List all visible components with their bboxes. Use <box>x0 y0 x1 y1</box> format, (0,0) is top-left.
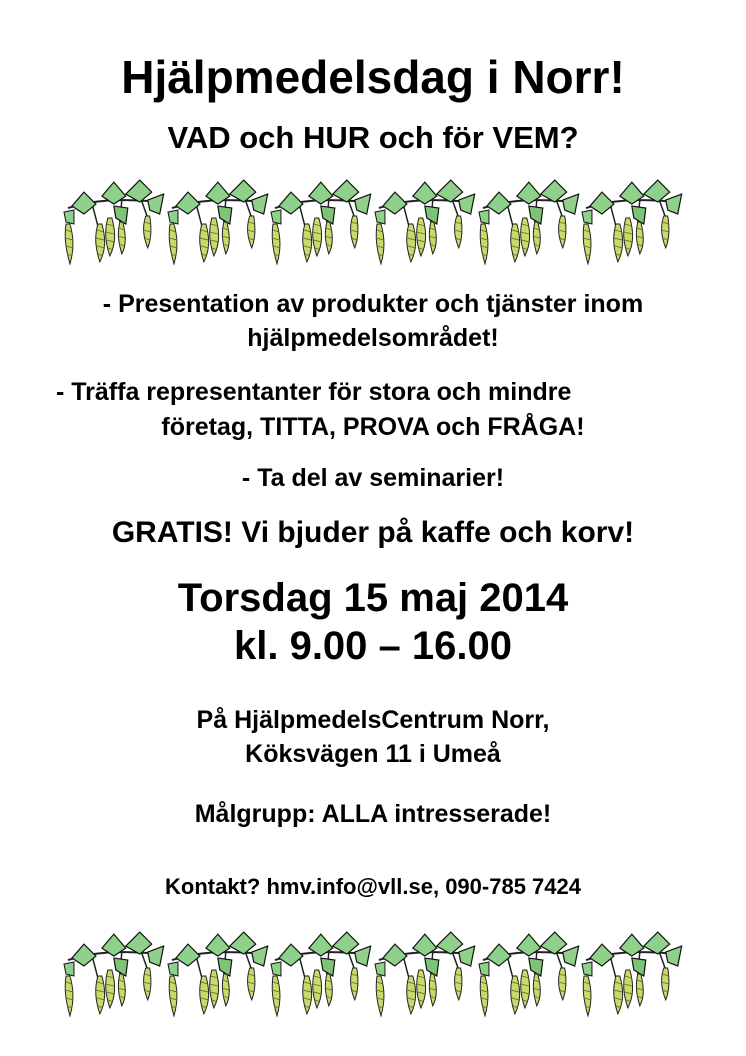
birch-branch-icon <box>580 178 684 268</box>
address-line1: På HjälpmedelsCentrum Norr, <box>196 706 550 734</box>
birch-branch-icon <box>269 178 373 268</box>
birch-branch-icon <box>166 930 270 1020</box>
birch-branch-icon <box>62 930 166 1020</box>
target-group: Målgrupp: ALLA intresserade! <box>194 800 552 828</box>
bullet-presentation-line1: - Presentation av produkter och tjänster inom <box>102 290 644 318</box>
birch-branch-icon <box>269 930 373 1020</box>
bullet-representatives-line2: företag, TITTA, PROVA och FRÅGA! <box>161 413 585 441</box>
poster-subtitle: VAD och HUR och för VEM? <box>167 120 579 155</box>
event-date: Torsdag 15 maj 2014 <box>177 576 569 620</box>
bullet-representatives-line1: - Träffa representanter för stora och mindre <box>56 378 572 406</box>
birch-branch-icon <box>477 930 581 1020</box>
free-offer-text: GRATIS! Vi bjuder på kaffe och korv! <box>111 516 635 549</box>
birch-branch-icon <box>373 178 477 268</box>
birch-branch-icon <box>580 930 684 1020</box>
bullet-seminars: - Ta del av seminarier! <box>241 464 505 492</box>
birch-branch-icon <box>477 178 581 268</box>
poster-title: Hjälpmedelsdag i Norr! <box>121 51 625 103</box>
contact-info: Kontakt? hmv.info@vll.se, 090-785 7424 <box>165 874 581 899</box>
birch-branch-icon <box>373 930 477 1020</box>
birch-decoration-top <box>62 178 684 268</box>
event-time: kl. 9.00 – 16.00 <box>233 624 512 668</box>
bullet-presentation-line2: hjälpmedelsområdet! <box>247 324 499 352</box>
birch-decoration-bottom <box>62 930 684 1020</box>
birch-branch-icon <box>166 178 270 268</box>
birch-branch-icon <box>62 178 166 268</box>
address-line2: Köksvägen 11 i Umeå <box>245 740 501 768</box>
